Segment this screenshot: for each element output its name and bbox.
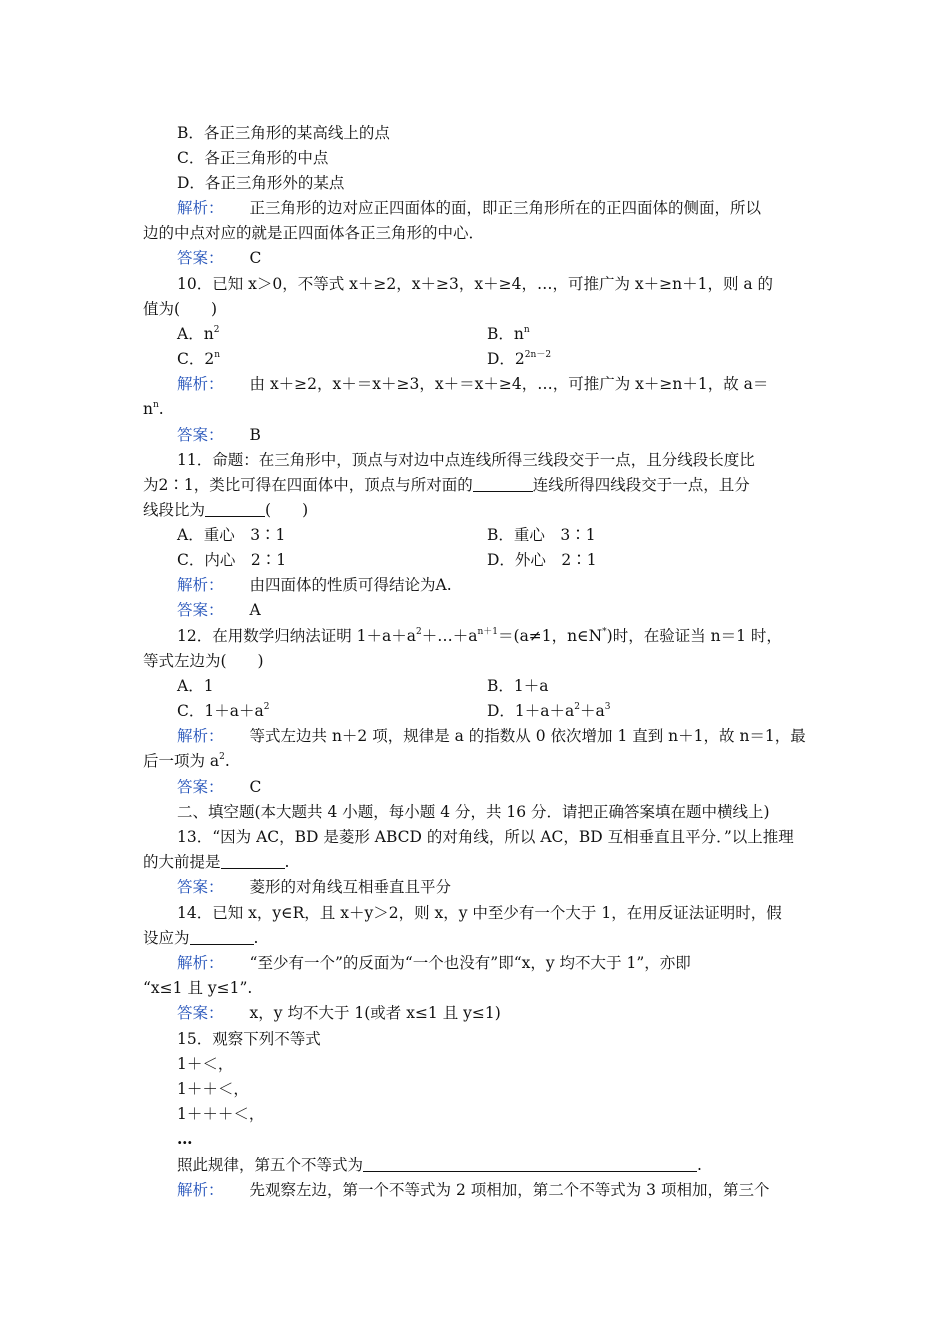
analysis-label: 解析： bbox=[177, 576, 224, 594]
q13-stem-2a: 的大前提是 bbox=[143, 853, 221, 871]
q12-option-d-text-2: ＋a bbox=[580, 702, 605, 720]
q14-stem-line-2 bbox=[143, 928, 258, 948]
q15-stem-line-2 bbox=[177, 1155, 702, 1175]
answer-label: 答案： bbox=[177, 426, 224, 444]
q11-stem-3a: 线段比为 bbox=[143, 501, 206, 519]
q11-answer-value: A bbox=[249, 601, 261, 619]
q10-option-a-text: A．n bbox=[177, 325, 214, 343]
q10-option-b-text: B．n bbox=[487, 325, 524, 343]
q12-option-d-text: D．1＋a＋a bbox=[487, 702, 575, 720]
q14-analysis-text-1: “至少有一个”的反面为“一个也没有”即“x，y 均不大于 1”，亦即 bbox=[249, 954, 691, 972]
q12-option-d-exp: 2 bbox=[574, 702, 581, 712]
q12-answer bbox=[177, 777, 261, 797]
q11-stem-line-3 bbox=[143, 500, 308, 520]
q12-exp-2: n＋1 bbox=[477, 627, 499, 637]
fill-blank bbox=[363, 1157, 697, 1172]
q15-analysis-text-1: 先观察左边，第一个不等式为 2 项相加，第二个不等式为 3 项相加，第三个 bbox=[249, 1181, 770, 1199]
q12-exp-3: * bbox=[602, 627, 607, 637]
q10-stem-line-2: 值为( ) bbox=[143, 300, 218, 318]
q15-stem-2b: . bbox=[697, 1156, 702, 1174]
fill-blank bbox=[473, 477, 533, 492]
q12-answer-value: C bbox=[249, 778, 262, 796]
q15-inequality-1: 1＋＜， bbox=[177, 1055, 234, 1073]
q9-option-b: B．各正三角形的某高线上的点 bbox=[177, 124, 390, 142]
q9-option-c: C．各正三角形的中点 bbox=[177, 149, 329, 167]
q12-stem-1b: ＋…＋a bbox=[421, 627, 478, 645]
q11-stem-3b: ( ) bbox=[265, 501, 309, 519]
q10-option-b-exp: n bbox=[523, 325, 530, 335]
q15-stem-2a: 照此规律，第五个不等式为 bbox=[177, 1156, 364, 1174]
q10-analysis-text-2: n bbox=[143, 400, 153, 418]
q12-analysis-end: . bbox=[224, 752, 230, 770]
analysis-label: 解析： bbox=[177, 727, 224, 745]
q13-answer bbox=[177, 877, 451, 897]
q10-answer-value: B bbox=[249, 426, 261, 444]
q11-stem-line-2 bbox=[143, 475, 750, 495]
q12-analysis-exp: 2 bbox=[219, 752, 225, 762]
q11-stem-line-1: 11．命题：在三角形中，顶点与对边中点连线所得三线段交于一点，且分线段长度比 bbox=[177, 451, 755, 469]
answer-label: 答案： bbox=[177, 601, 224, 619]
q12-option-c-text: C．1＋a＋a bbox=[177, 702, 264, 720]
q9-analysis-line-2: 边的中点对应的就是正四面体各正三角形的中心． bbox=[143, 224, 485, 242]
q10-answer bbox=[177, 425, 261, 445]
q11-answer bbox=[177, 600, 261, 620]
fill-blank bbox=[205, 502, 265, 517]
q12-option-a: A．1 bbox=[177, 677, 214, 695]
q11-option-c: C．内心 2∶1 bbox=[177, 551, 287, 569]
answer-label: 答案： bbox=[177, 1004, 224, 1022]
q10-analysis-line-2 bbox=[143, 399, 164, 419]
fill-blank bbox=[190, 930, 254, 945]
q12-stem-1c: ＝(a≠1，n∈N bbox=[498, 627, 603, 645]
q12-analysis-line-2 bbox=[143, 751, 230, 771]
q14-stem-line-1: 14．已知 x，y∈R，且 x＋y＞2，则 x，y 中至少有一个大于 1，在用反证法证明时，假 bbox=[177, 904, 782, 922]
q15-analysis-line-1 bbox=[177, 1180, 769, 1200]
analysis-label: 解析： bbox=[177, 375, 224, 393]
q10-option-a-exp: 2 bbox=[213, 325, 220, 335]
q11-stem-2a: 为2∶1，类比可得在四面体中，顶点与所对面的 bbox=[143, 476, 473, 494]
q12-stem-line-1 bbox=[177, 626, 782, 646]
q15-stem-line-1: 15．观察下列不等式 bbox=[177, 1030, 321, 1048]
q10-analysis-end: . bbox=[158, 400, 164, 418]
q10-option-c bbox=[177, 349, 220, 369]
q12-option-c-exp: 2 bbox=[263, 702, 270, 712]
q12-analysis-text-2: 后一项为 a bbox=[143, 752, 220, 770]
q12-exp-1: 2 bbox=[416, 627, 422, 637]
q11-option-a: A．重心 3∶1 bbox=[177, 526, 286, 544]
answer-label: 答案： bbox=[177, 878, 224, 896]
q12-stem-1d: )时，在验证当 n＝1 时， bbox=[606, 627, 782, 645]
q12-stem-line-2: 等式左边为( ) bbox=[143, 652, 264, 670]
q9-answer-value: C bbox=[249, 249, 262, 267]
q15-inequality-2: 1＋＋＜， bbox=[177, 1080, 249, 1098]
q14-analysis-line-1 bbox=[177, 953, 691, 973]
q10-option-c-text: C．2 bbox=[177, 350, 215, 368]
analysis-label: 解析： bbox=[177, 199, 224, 217]
q12-option-d bbox=[487, 701, 611, 721]
answer-label: 答案： bbox=[177, 249, 224, 267]
answer-label: 答案： bbox=[177, 778, 224, 796]
q10-analysis-line-1 bbox=[177, 374, 768, 394]
q14-answer-value: x，y 均不大于 1(或者 x≤1 且 y≤1) bbox=[249, 1004, 501, 1022]
q12-option-b: B．1＋a bbox=[487, 677, 549, 695]
q12-analysis-text-1: 等式左边共 n＋2 项，规律是 a 的指数从 0 依次增加 1 直到 n＋1，故 n＝1，最 bbox=[249, 727, 806, 745]
q12-analysis-line-1 bbox=[177, 726, 806, 746]
q10-option-a bbox=[177, 324, 219, 344]
q9-answer bbox=[177, 248, 261, 268]
section-heading: 二、填空题(本大题共 4 小题，每小题 4 分，共 16 分．请把正确答案填在题中横线上) bbox=[177, 803, 770, 821]
q10-option-c-exp: n bbox=[214, 350, 221, 360]
analysis-label: 解析： bbox=[177, 1181, 224, 1199]
q11-stem-2b: 连线所得四线段交于一点，且分 bbox=[532, 476, 750, 494]
q13-answer-value: 菱形的对角线互相垂直且平分 bbox=[249, 878, 452, 896]
q13-stem-line-2 bbox=[143, 852, 289, 872]
q10-analysis-text-1: 由 x＋≥2，x＋＝x＋≥3，x＋＝x＋≥4，…，可推广为 x＋≥n＋1，故 a＝ bbox=[249, 375, 769, 393]
q13-stem-line-1: 13．“因为 AC，BD 是菱形 ABCD 的对角线，所以 AC，BD 互相垂直且平分．”以上推理 bbox=[177, 828, 794, 846]
q10-option-d-text: D．2 bbox=[487, 350, 525, 368]
q9-option-d: D．各正三角形外的某点 bbox=[177, 174, 345, 192]
q14-analysis-line-2: “x≤1 且 y≤1”. bbox=[143, 979, 253, 997]
q10-stem-line-1: 10．已知 x＞0，不等式 x＋≥2，x＋≥3，x＋≥4，…，可推广为 x＋≥n＋1，则 a 的 bbox=[177, 275, 774, 293]
q12-stem-1a: 12．在用数学归纳法证明 1＋a＋a bbox=[177, 627, 416, 645]
q10-option-d bbox=[487, 349, 551, 369]
q12-option-d-exp-2: 3 bbox=[604, 702, 611, 712]
q11-option-b: B．重心 3∶1 bbox=[487, 526, 596, 544]
q9-analysis-text-1: 正三角形的边对应正四面体的面，即正三角形所在的正四面体的侧面，所以 bbox=[249, 199, 762, 217]
q14-answer bbox=[177, 1003, 501, 1023]
q15-inequality-3: 1＋＋＋＜， bbox=[177, 1105, 265, 1123]
q10-analysis-exp: n bbox=[152, 400, 159, 410]
q14-stem-2a: 设应为 bbox=[143, 929, 190, 947]
q10-option-d-exp: 2n－2 bbox=[524, 350, 552, 360]
q13-stem-2b: . bbox=[284, 853, 290, 871]
q14-stem-2b: . bbox=[253, 929, 259, 947]
q11-option-d: D．外心 2∶1 bbox=[487, 551, 597, 569]
analysis-label: 解析： bbox=[177, 954, 224, 972]
q15-ellipsis: … bbox=[177, 1129, 193, 1148]
q9-analysis-line-1 bbox=[177, 198, 761, 218]
q10-option-b bbox=[487, 324, 530, 344]
q12-option-c bbox=[177, 701, 269, 721]
fill-blank bbox=[221, 854, 285, 869]
q11-analysis-text-1: 由四面体的性质可得结论为A. bbox=[249, 576, 452, 594]
q11-analysis-line-1 bbox=[177, 575, 452, 595]
